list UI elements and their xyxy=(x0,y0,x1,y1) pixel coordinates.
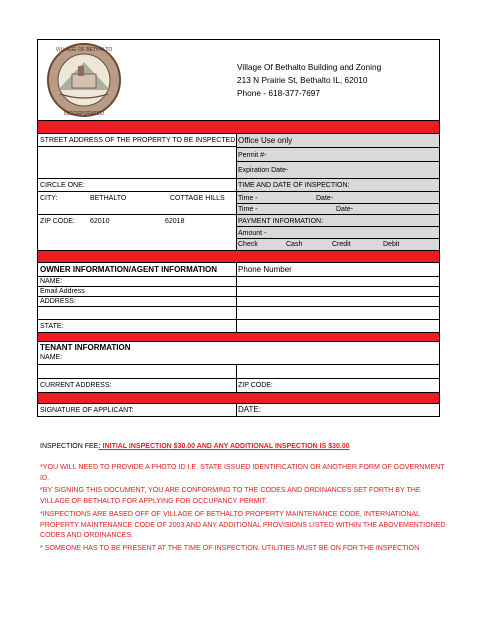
time-date-label: TIME AND DATE OF INSPECTION: xyxy=(238,182,350,189)
owner-address-label: ADDRESS: xyxy=(40,298,76,305)
org-name: Village Of Bethalto Building and Zoning xyxy=(237,62,382,72)
time-label-1: Time - xyxy=(238,195,258,202)
note-signing: *BY SIGNING THIS DOCUMENT, YOU ARE CONFORMING TO THE CODES AND ORDINANCES SET FORTH BY THE VILLAGE OF BETHALTO FOR APPLYING FOR OCCUPANCY PERMIT. xyxy=(40,486,421,505)
note-codes: *INSPECTIONS ARE BASED OFF OF VILLAGE OF BETHALTO PROPERTY MAINTENANCE CODE, INTERNATIONAL PROPERTY MAINTENANCE CODE OF 2003 AND ANY ADDITIONAL PROVISIONS LISTED WITHIN THE ABOVEMENTIONED CODES AND ORDINANCES. xyxy=(40,510,446,540)
city-option-bethalto[interactable]: BETHALTO xyxy=(90,195,127,202)
expiration-label: Expiration Date- xyxy=(238,167,289,174)
owner-heading: OWNER INFORMATION/AGENT INFORMATION xyxy=(40,265,218,274)
city-option-cottage-hills[interactable]: COTTAGE HILLS xyxy=(170,195,225,202)
inspection-fee-label: INSPECTION FEE xyxy=(40,443,99,450)
zip-option-62010[interactable]: 62010 xyxy=(90,218,110,225)
permit-label: Permit #- xyxy=(238,152,267,159)
tenant-zip-label: ZIP CODE: xyxy=(238,382,273,389)
pay-credit: Credit xyxy=(332,241,351,248)
red-band-top xyxy=(38,121,439,133)
pay-check: Check xyxy=(238,241,258,248)
city-label: CITY: xyxy=(40,195,58,202)
current-address-label: CURRENT ADDRESS: xyxy=(40,382,112,389)
date-label-2: Date- xyxy=(336,206,354,213)
zip-label: ZIP CODE: xyxy=(40,218,75,225)
svg-text:INCORPORATED: INCORPORATED xyxy=(64,111,104,117)
inspection-fee xyxy=(40,443,350,450)
pay-cash: Cash xyxy=(286,241,303,248)
amount-label: Amount - xyxy=(238,230,267,237)
owner-state-label: STATE: xyxy=(40,323,64,330)
payment-label: PAYMENT INFORMATION: xyxy=(238,218,324,225)
circle-one-label: CIRCLE ONE: xyxy=(40,182,85,189)
red-band-tenant xyxy=(38,332,439,341)
date-label: DATE: xyxy=(238,405,261,414)
phone-number-label: Phone Number xyxy=(238,265,292,274)
office-use-label: Office Use only xyxy=(238,136,293,145)
tenant-name-label: NAME: xyxy=(40,354,63,361)
owner-name-label: NAME: xyxy=(40,278,63,285)
inspection-fee-value: : INITIAL INSPECTION $30.00 AND ANY ADDITIONAL INSPECTION IS $30.00 xyxy=(98,443,350,450)
date-label-1: Date- xyxy=(316,195,334,202)
svg-text:VILLAGE OF BETHALTO: VILLAGE OF BETHALTO xyxy=(55,47,113,53)
note-presence: * SOMEONE HAS TO BE PRESENT AT THE TIME OF INSPECTION. UTILITIES MUST BE ON FOR THE INSPECTION xyxy=(40,544,420,552)
red-band-owner xyxy=(38,250,439,262)
pay-debit: Debit xyxy=(383,241,400,248)
zip-option-62018[interactable]: 62018 xyxy=(165,218,185,225)
tenant-heading: TENANT INFORMATION xyxy=(40,343,131,352)
org-address: 213 N Prairie St, Bethalto IL, 62010 xyxy=(237,75,368,85)
note-photo-id: *YOU WILL NEED TO PROVIDE A PHOTO ID I.E. STATE ISSUED IDENTIFICATION OR ANOTHER FORM OF GOVERNMENT ID. xyxy=(40,463,445,482)
org-phone: Phone - 618-377-7697 xyxy=(237,88,321,98)
owner-email-label: Email Address xyxy=(40,288,85,295)
signature-label: SIGNATURE OF APPLICANT: xyxy=(40,407,134,414)
red-band-bottom xyxy=(38,392,439,403)
time-label-2: Time - xyxy=(238,206,258,213)
street-address-label: STREET ADDRESS OF THE PROPERTY TO BE INSPECTED: xyxy=(40,137,238,144)
